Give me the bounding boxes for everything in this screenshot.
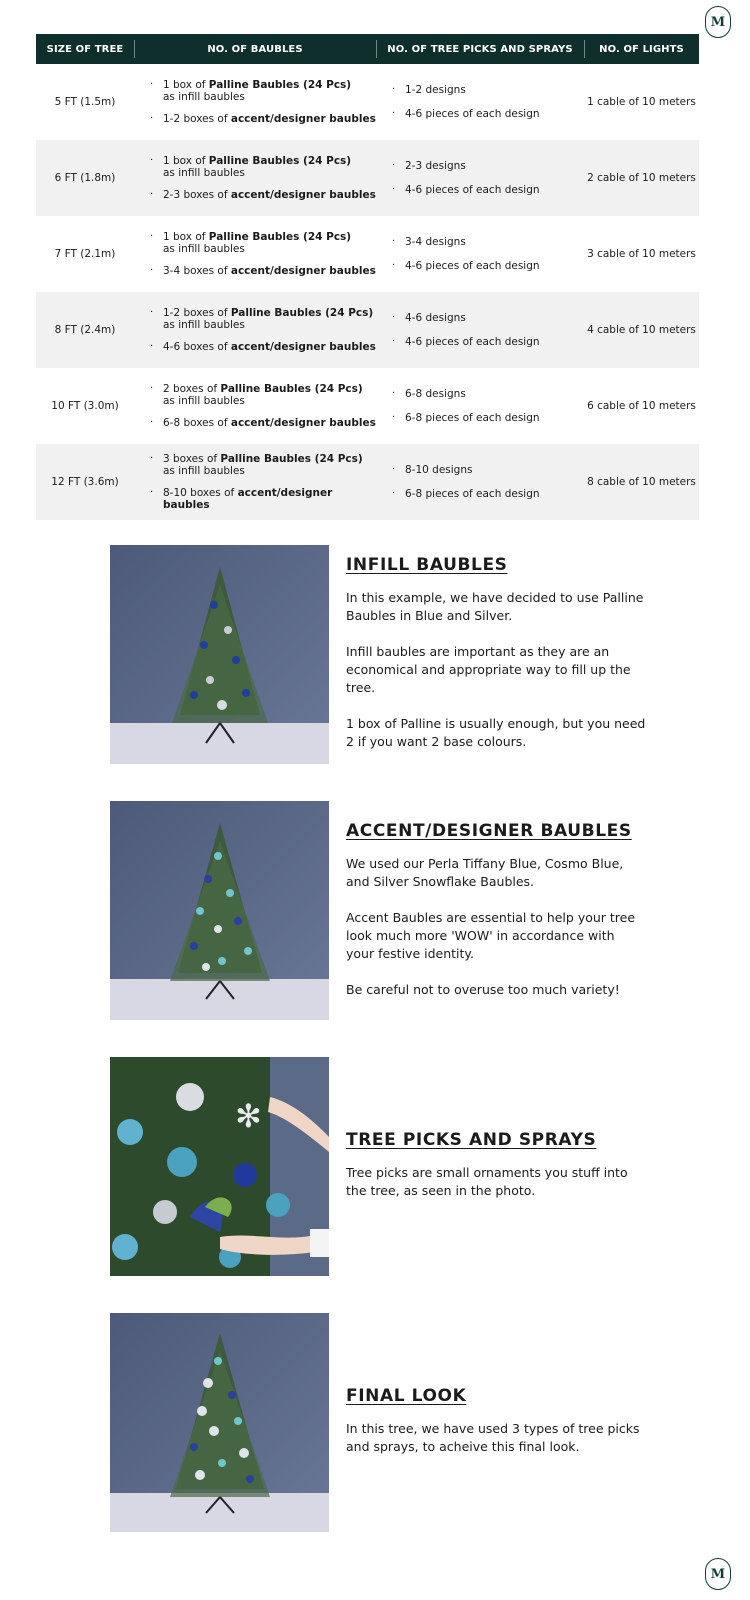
bullet-dot-icon: · bbox=[150, 487, 154, 498]
cell-baubles bbox=[134, 292, 376, 368]
bullet-pieces: · 4-6 pieces of each design bbox=[392, 336, 540, 348]
table-row bbox=[36, 216, 699, 292]
photo-tree-picks bbox=[110, 1057, 329, 1276]
bullet-accent: · 2-3 boxes of accent/designer baubles bbox=[150, 189, 376, 201]
table-row bbox=[36, 140, 699, 216]
bullet-dot-icon: · bbox=[150, 383, 154, 394]
bullet-pieces: · 4-6 pieces of each design bbox=[392, 184, 540, 196]
photo-infill-tree bbox=[110, 545, 329, 764]
bullet-dot-icon: · bbox=[150, 307, 154, 318]
bullet-designs: · 6-8 designs bbox=[392, 388, 466, 400]
table-row bbox=[36, 292, 699, 368]
cell-lights: 6 cable of 10 meters bbox=[587, 400, 696, 412]
table-row bbox=[36, 368, 699, 444]
bullet-dot-icon: · bbox=[392, 160, 396, 171]
bullet-accent: · 1-2 boxes of accent/designer baubles bbox=[150, 113, 376, 125]
bullet-infill: · 1 box of Palline Baubles (24 Pcs) as infill baubles bbox=[150, 231, 352, 255]
decoration-guide-table bbox=[36, 34, 699, 520]
section-paragraph: In this example, we have decided to use Palline Baubles in Blue and Silver. bbox=[346, 590, 644, 623]
cell-picks bbox=[376, 64, 584, 140]
bullet-dot-icon: · bbox=[150, 231, 154, 242]
bullet-dot-icon: · bbox=[392, 312, 396, 323]
section-title: FINAL LOOK bbox=[346, 1386, 467, 1406]
cell-baubles bbox=[134, 368, 376, 444]
section-accent-baubles bbox=[110, 801, 650, 1021]
bullet-dot-icon: · bbox=[392, 488, 396, 499]
cell-picks bbox=[376, 292, 584, 368]
section-text bbox=[346, 555, 646, 769]
bullet-infill: · 2 boxes of Palline Baubles (24 Pcs) as infill baubles bbox=[150, 383, 363, 407]
bullet-infill: · 1 box of Palline Baubles (24 Pcs) as infill baubles bbox=[150, 79, 352, 103]
brand-logo-footer: M bbox=[705, 1558, 731, 1590]
section-tree-picks bbox=[110, 1057, 650, 1277]
bullet-dot-icon: · bbox=[392, 412, 396, 423]
header-baubles: NO. OF BAUBLES bbox=[134, 34, 376, 64]
cell-baubles bbox=[134, 64, 376, 140]
bullet-dot-icon: · bbox=[392, 336, 396, 347]
section-paragraph: Accent Baubles are essential to help your tree look much more 'WOW' in accordance with your festive identity. bbox=[346, 910, 636, 961]
brand-logo: M bbox=[705, 6, 731, 38]
header-size: SIZE OF TREE bbox=[36, 34, 134, 64]
bullet-infill: · 1 box of Palline Baubles (24 Pcs) as infill baubles bbox=[150, 155, 352, 179]
cell-picks bbox=[376, 368, 584, 444]
section-paragraph: In this tree, we have used 3 types of tree picks and sprays, to acheive this final look. bbox=[346, 1421, 640, 1454]
section-text bbox=[346, 821, 646, 1017]
bullet-dot-icon: · bbox=[392, 184, 396, 195]
photo-accent-tree bbox=[110, 801, 329, 1020]
bullet-dot-icon: · bbox=[150, 453, 154, 464]
bullet-accent: · 4-6 boxes of accent/designer baubles bbox=[150, 341, 376, 353]
section-text bbox=[346, 1130, 646, 1218]
bullet-dot-icon: · bbox=[392, 260, 396, 271]
bullet-dot-icon: · bbox=[392, 388, 396, 399]
cell-size: 6 FT (1.8m) bbox=[36, 140, 134, 216]
table-row bbox=[36, 444, 699, 520]
section-paragraph: Tree picks are small ornaments you stuff into the tree, as seen in the photo. bbox=[346, 1165, 628, 1198]
cell-baubles bbox=[134, 216, 376, 292]
bullet-dot-icon: · bbox=[150, 79, 154, 90]
bullet-accent: · 6-8 boxes of accent/designer baubles bbox=[150, 417, 376, 429]
cell-picks bbox=[376, 444, 584, 520]
cell-size: 8 FT (2.4m) bbox=[36, 292, 134, 368]
section-final-look bbox=[110, 1313, 650, 1533]
bullet-designs: · 1-2 designs bbox=[392, 84, 466, 96]
bullet-pieces: · 4-6 pieces of each design bbox=[392, 108, 540, 120]
cell-picks bbox=[376, 216, 584, 292]
section-infill-baubles bbox=[110, 545, 650, 765]
bullet-designs: · 3-4 designs bbox=[392, 236, 466, 248]
bullet-pieces: · 6-8 pieces of each design bbox=[392, 412, 540, 424]
cell-baubles bbox=[134, 444, 376, 520]
bullet-dot-icon: · bbox=[150, 265, 154, 276]
bullet-pieces: · 4-6 pieces of each design bbox=[392, 260, 540, 272]
bullet-pieces: · 6-8 pieces of each design bbox=[392, 488, 540, 500]
section-paragraph: Be careful not to overuse too much variety! bbox=[346, 982, 620, 997]
header-lights: NO. OF LIGHTS bbox=[584, 34, 699, 64]
section-title: TREE PICKS AND SPRAYS bbox=[346, 1130, 597, 1150]
bullet-dot-icon: · bbox=[392, 84, 396, 95]
bullet-designs: · 8-10 designs bbox=[392, 464, 473, 476]
photo-final-tree bbox=[110, 1313, 329, 1532]
bullet-dot-icon: · bbox=[150, 113, 154, 124]
table-row bbox=[36, 64, 699, 140]
cell-size: 7 FT (2.1m) bbox=[54, 248, 116, 260]
cell-picks bbox=[376, 140, 584, 216]
section-text bbox=[346, 1386, 646, 1474]
cell-baubles bbox=[134, 140, 376, 216]
cell-lights: 4 cable of 10 meters bbox=[584, 292, 699, 368]
header-picks: NO. OF TREE PICKS AND SPRAYS bbox=[376, 34, 584, 64]
cell-lights: 3 cable of 10 meters bbox=[587, 248, 696, 260]
cell-lights: 1 cable of 10 meters bbox=[587, 96, 696, 108]
section-title: ACCENT/DESIGNER BAUBLES bbox=[346, 821, 632, 841]
bullet-infill: · 1-2 boxes of Palline Baubles (24 Pcs) as infill baubles bbox=[150, 307, 374, 331]
cell-lights: 2 cable of 10 meters bbox=[584, 140, 699, 216]
cell-size: 10 FT (3.0m) bbox=[51, 400, 119, 412]
bullet-designs: · 4-6 designs bbox=[392, 312, 466, 324]
bullet-accent: · 8-10 boxes of accent/designer baubles bbox=[150, 487, 333, 511]
cell-size: 12 FT (3.6m) bbox=[36, 444, 134, 520]
bullet-dot-icon: · bbox=[392, 464, 396, 475]
bullet-dot-icon: · bbox=[392, 108, 396, 119]
bullet-accent: · 3-4 boxes of accent/designer baubles bbox=[150, 265, 376, 277]
bullet-dot-icon: · bbox=[150, 189, 154, 200]
section-title: INFILL BAUBLES bbox=[346, 555, 508, 575]
bullet-designs: · 2-3 designs bbox=[392, 160, 466, 172]
cell-size: 5 FT (1.5m) bbox=[54, 96, 116, 108]
section-paragraph: Infill baubles are important as they are an economical and appropriate way to fill up the tree. bbox=[346, 644, 631, 695]
bullet-dot-icon: · bbox=[392, 236, 396, 247]
svg-text:✻: ✻ bbox=[235, 1097, 262, 1135]
section-paragraph: We used our Perla Tiffany Blue, Cosmo Blue, and Silver Snowflake Baubles. bbox=[346, 856, 624, 889]
table-header-row bbox=[36, 34, 699, 64]
bullet-dot-icon: · bbox=[150, 417, 154, 428]
bullet-dot-icon: · bbox=[150, 341, 154, 352]
bullet-dot-icon: · bbox=[150, 155, 154, 166]
bullet-infill: · 3 boxes of Palline Baubles (24 Pcs) as infill baubles bbox=[150, 453, 363, 477]
section-paragraph: 1 box of Palline is usually enough, but you need 2 if you want 2 base colours. bbox=[346, 716, 646, 749]
cell-lights: 8 cable of 10 meters bbox=[584, 444, 699, 520]
